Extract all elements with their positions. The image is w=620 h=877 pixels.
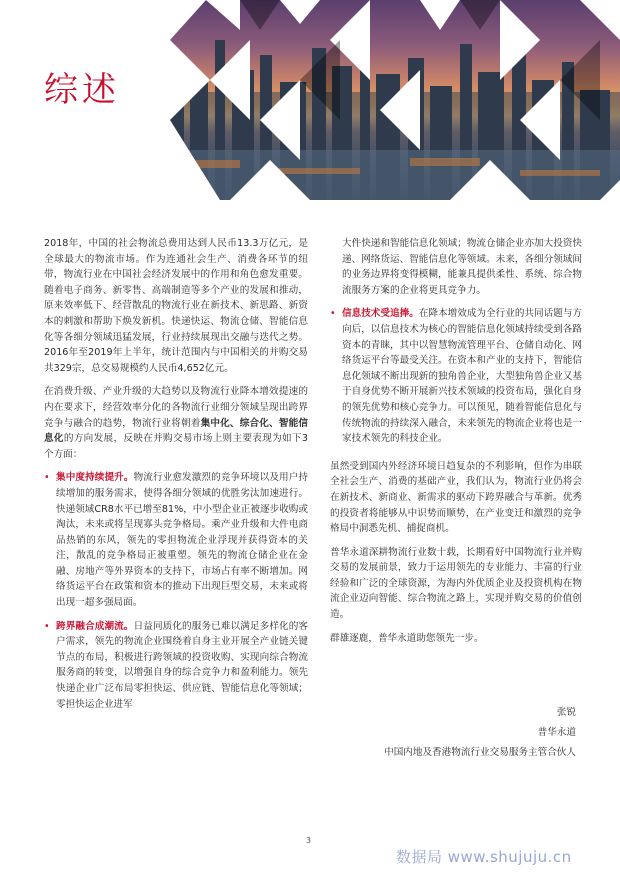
intro-paragraph: 2018年，中国的社会物流总费用达到人民币13.3万亿元，是全球最大的物流市场。作为连通社会生产、消费各环节的纽带，物流行业在中国社会经济发展中的作用和角色愈发重要。随着电子商务、新零售、高端制造等多个产业的发展和推动，原来效率低下、经营散乱的物流行业在新技术、新思路、新资本的刺激和帮助下焕发新机。快递快运、物流仓储、智能信息化等各细分领域迅猛发展，行业持续展现出交融与迭代之势。2016年至2019年上半年，统计范围内与中国相关的并购交易共329宗，总交易规模约人民币4,652亿元。 xyxy=(44,238,308,374)
watermark: 数据局 www.shujuju.cn xyxy=(396,848,572,866)
bullet-information-tech xyxy=(330,306,582,446)
bullet-body: 日益同质化的服务已难以满足多样化的客户需求，领先的物流企业围绕着自身主业开展全产业链关键节点的布局，积极进行跨领域的投资收购、实现向综合物流服务商的转变，以增强自身的综合竞争力和盈利能力。领先快递企业广泛布局零担快运、供应链、智能信息化等领域；零担快运企业进军 xyxy=(56,620,309,710)
page-title: 综述 xyxy=(44,70,120,110)
bullet-heading: 信息技术受追捧。 xyxy=(342,308,419,320)
header-banner xyxy=(0,0,620,200)
trend-paragraph: 在消费升级、产业升级的大趋势以及物流行业降本增效提速的内在要求下，经营效率分化的各物流行业细分领域呈现出跨界竞争与融合的趋势，物流行业将朝着集中化、综合化、智能信息化的方向发展，反映在并购交易市场上则主要表现为如下3个方面： xyxy=(44,386,309,460)
signature-role: 中国内地及香港物流行业交易服务主管合伙人 xyxy=(384,747,576,758)
signature-org: 普华永道 xyxy=(537,727,576,738)
outlook-paragraph: 虽然受到国内外经济环境日趋复杂的不利影响，但作为串联全社会生产、消费的基础产业，我们认为，物流行业仍将会在新技术、新商业、新需求的驱动下跨界融合与革新。优秀的投资者将能够从中识势而顺势，在产业变迁和激烈的竞争格局中洞悉先机、捕捉商机。 xyxy=(330,460,582,535)
bullet-body: 物流行业愈发激烈的竞争环境以及用户持续增加的服务需求，使得各细分领域的优胜劣汰加速进行。快递领域CR8水平已增至81%，中小型企业正被逐步收购或淘汰，未来或将呈现寡头竞争格局。乘产业升级和大件电商品热销的东风，领先的零担物流企业浮现并获得资本的关注，散乱的竞争格局正被重塑。领先的物流仓储企业在金融、房地产等外界资本的支持下，市场占有率不断增加。网络货运平台在政策和资本的推动下出现巨型交易，未来或将出现一超多强局面。 xyxy=(56,472,309,609)
closing-line: 群雄逐鹿，普华永道助您领先一步。 xyxy=(330,632,484,644)
bullet-heading: 集中度持续提升。 xyxy=(56,472,134,484)
bullet-heading: 跨界融合成潮流。 xyxy=(56,620,134,632)
bullet-concentration xyxy=(44,470,308,610)
left-column xyxy=(44,236,308,720)
bullet-body: 在降本增效成为全行业的共同话题与方向后，以信息技术为核心的智能信息化领域持续受到各路资本的青睐，其中以智慧物流管理平台、仓储自动化、网络货运平台等最受关注。在资本和产业的支持下，智能信息化领域不断出现新的独角兽企业，大型独角兽企业又基于自身优势不断开展新兴技术领域的投资布局，强化自身的领先优势和核心竞争力。可以预见，随着智能信息化与传统物流的持续深入融合，未来领先的物流企业将也是一家技术领先的科技企业。 xyxy=(342,308,583,445)
bullet-cross-border xyxy=(44,619,308,713)
page-number: 3 xyxy=(306,836,312,845)
bullet-dot-icon: • xyxy=(44,472,50,484)
signature-name: 张锐 xyxy=(556,707,576,718)
bullet-dot-icon: • xyxy=(44,620,50,632)
right-column xyxy=(330,236,582,654)
pwc-paragraph: 普华永道深耕物流行业数十载，长期看好中国物流行业并购交易的发展前景，致力于运用领先的专业能力、丰富的行业经验和广泛的全球资源，为海内外优质企业及投资机构在物流企业迈向智能、综合物流之路上，实现并购交易的价值创造。 xyxy=(330,546,582,621)
bullet-dot-icon: • xyxy=(330,308,336,320)
continued-paragraph: 大件快递和智能信息化领域；物流仓储企业亦加大投资快递、网络货运、智能信息化等领域。未来，各细分领域间的业务边界将变得模糊，能兼具提供柔性、系统、综合物流服务方案的企业将更具竞争力。 xyxy=(342,238,582,296)
